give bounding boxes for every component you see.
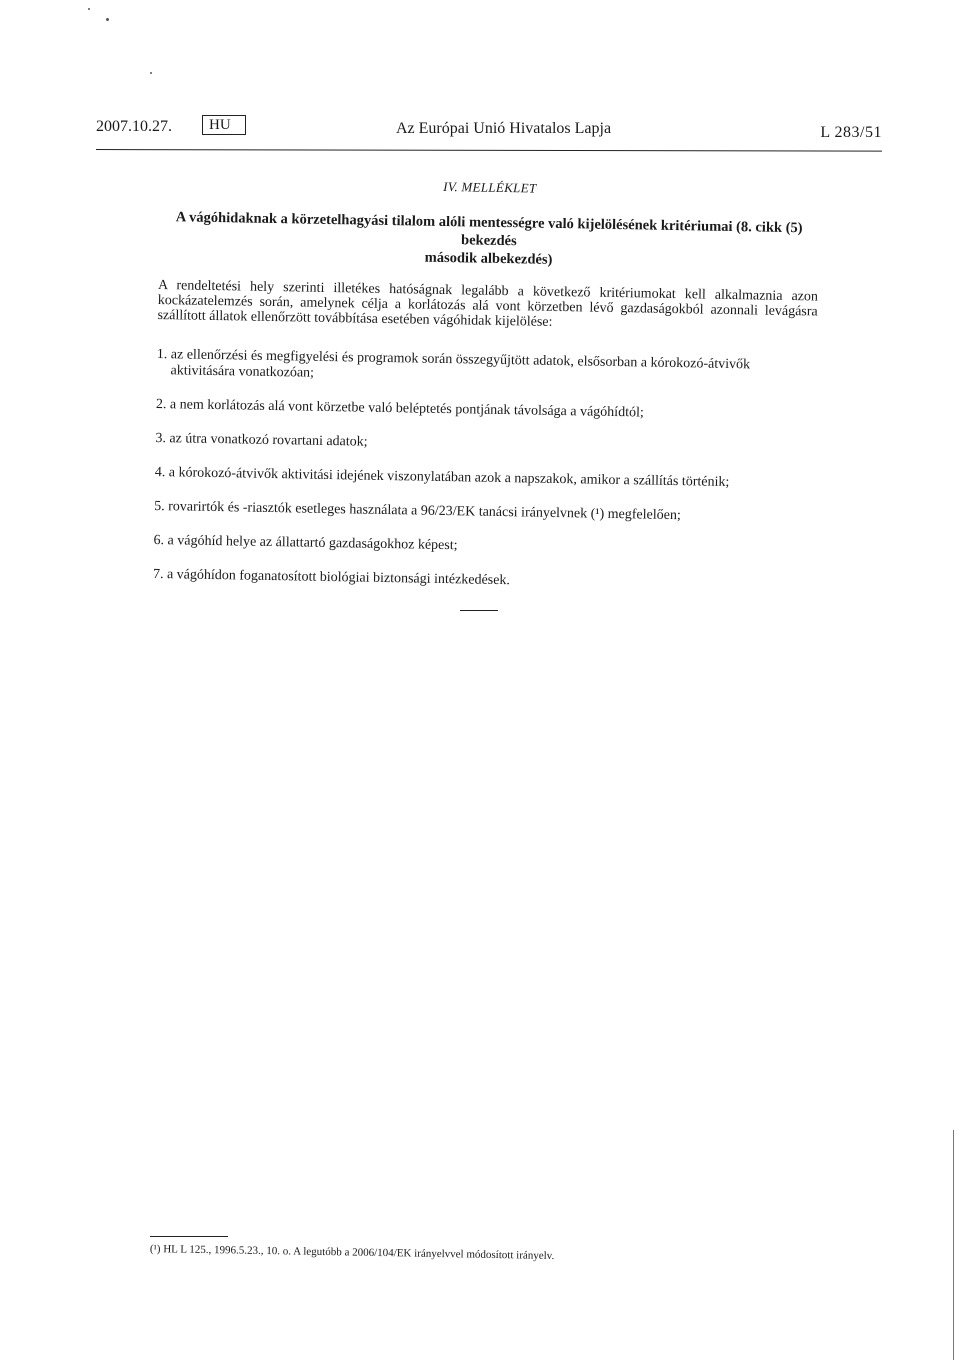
page-header [96,112,882,150]
footnote: (¹) HL L 125., 1996.5.23., 10. o. A legutóbb a 2006/104/EK irányelvvel módosított irányelv. [149,1243,555,1263]
scan-speck [88,8,90,10]
criteria-text: a kórokozó-átvivők aktivitási idejének viszonylatában azok a napszakok, amikor a szállítás történik; [168,465,730,490]
criteria-number: 7. [152,566,164,583]
criteria-number: 5. [154,498,165,515]
intro-paragraph: A rendeltetési hely szerinti illetékes hatóságnak legalább a következő kritériumokat kell alkalmaznia azon kockázatelemzés során, amelynek célja a korlátozás alá vont körzetben lévő gazdaságokból azonnali levágásra szállított állatok ellenőrzött továbbítása esetében vágóhidak kijelölése: [157,277,819,330]
page-number: L 283/51 [820,124,882,141]
criteria-number: 2. [155,396,167,413]
end-of-annex-divider [460,610,498,611]
annex-title-line1: A vágóhidaknak a körzetelhagyási tilalom alóli mentességre való kijelölésének kritériumai (8. cikk (5) bekezdés [175,209,803,250]
criteria-list [153,347,817,594]
criteria-item [153,567,813,595]
scan-speck [106,18,109,21]
scan-speck [150,72,152,74]
criteria-item [155,431,815,459]
criteria-text: az útra vonatkozó rovartani adatok; [169,431,368,450]
criteria-item [155,465,815,493]
footnote-divider [150,1236,228,1237]
criteria-item [153,533,813,561]
criteria-item [156,347,816,391]
criteria-text: a vágóhíd helye az állattartó gazdaságokhoz képest; [167,533,458,554]
journal-title: Az Európai Unió Hivatalos Lapja [396,120,612,137]
annex-content [153,174,820,612]
criteria-text: az ellenőrzési és megfigyelési és programok során összegyűjtött adatok, elsősorban a kórokozó-átvivők aktivitására vonatkozóan; [170,347,751,381]
criteria-text: a vágóhídon foganatosított biológiai biztonsági intézkedések. [166,567,511,589]
criteria-item [154,499,814,527]
annex-title-line2: második albekezdés) [424,249,553,268]
annex-title [158,208,819,274]
criteria-text: rovarirtók és -riasztók esetleges használata a 96/23/EK tanácsi irányelvnek (¹) megfelelően; [168,499,681,524]
criteria-item [156,397,816,425]
header-date: 2007.10.27. [96,118,172,135]
scan-edge-line [953,1130,954,1360]
criteria-text: a nem korlátozás alá vont körzetbe való beléptetés pontjának távolsága a vágóhídtól; [169,397,644,421]
criteria-number: 1. [156,346,168,363]
criteria-number: 6. [153,532,165,549]
language-badge: HU [202,115,246,135]
criteria-number: 3. [155,430,167,447]
annex-label: IV. MELLÉKLET [443,178,537,196]
criteria-number: 4. [154,464,166,481]
